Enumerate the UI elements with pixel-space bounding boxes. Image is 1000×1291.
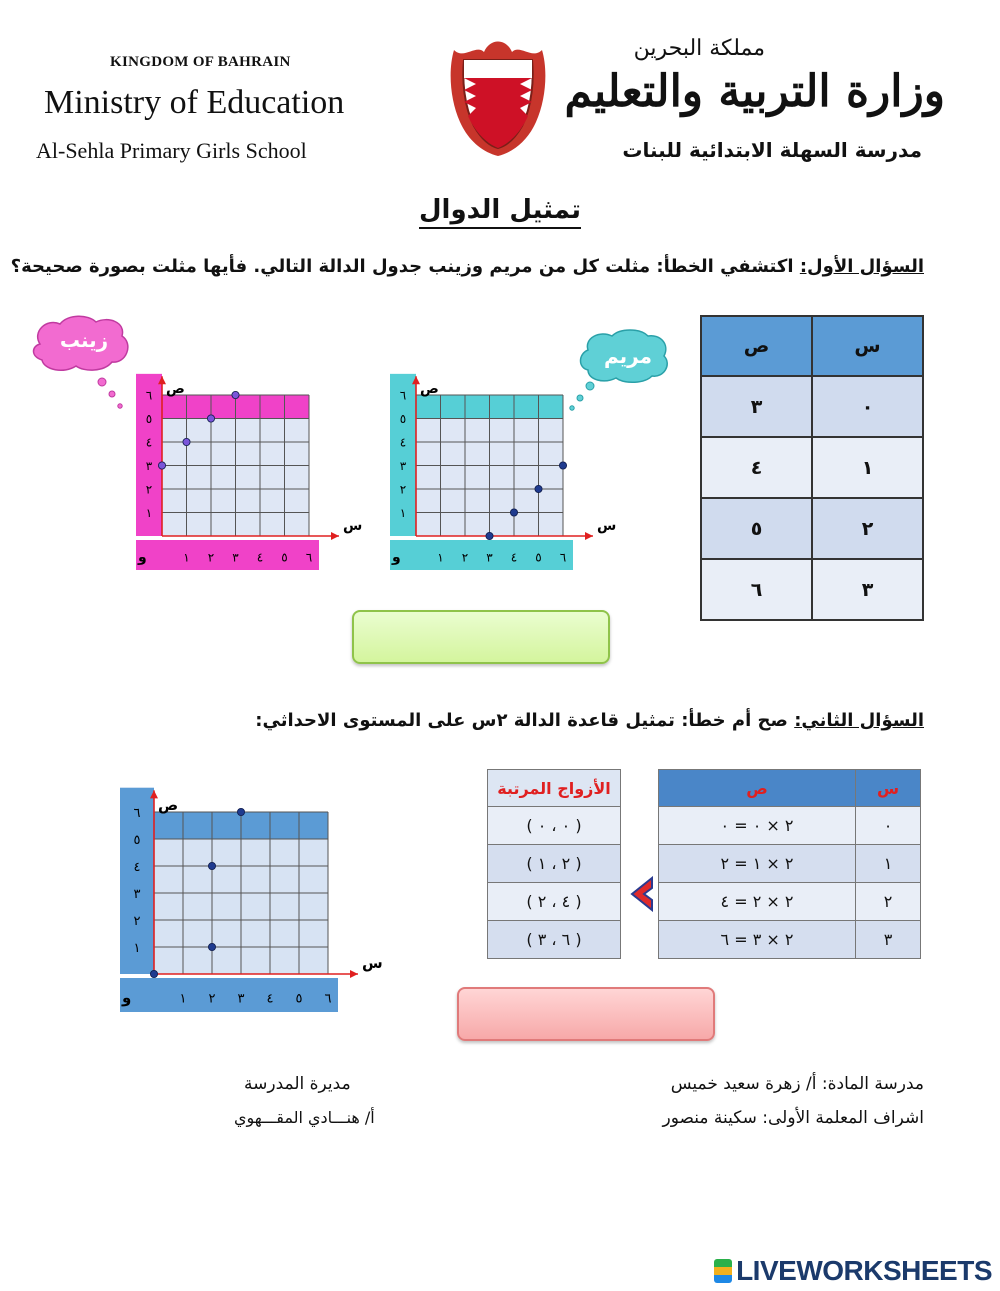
q2-header-y: ص	[659, 770, 856, 807]
q2-cell: ٢ × ٣ = ٦	[659, 921, 856, 959]
q1-cell: ١	[812, 437, 923, 498]
data-point	[208, 943, 215, 950]
x-axis-label: س	[597, 518, 617, 534]
q1-answer-box[interactable]	[352, 610, 610, 664]
x-tick-label: ٢	[207, 550, 215, 565]
y-tick-label: ٣	[399, 459, 407, 474]
table-row	[488, 807, 621, 845]
table-row	[659, 845, 921, 883]
y-tick-label: ١	[399, 506, 407, 521]
x-tick-label: ٤	[256, 550, 264, 565]
y-axis-label: ص	[166, 381, 185, 397]
zainab-graph	[128, 358, 378, 573]
table-row	[659, 807, 921, 845]
header-ministry-en: Ministry of Education	[44, 84, 345, 121]
y-axis-label: ص	[158, 796, 179, 814]
table-row	[701, 498, 923, 559]
x-axis-band	[390, 540, 573, 570]
y-tick-label: ١	[145, 506, 153, 521]
header-kingdom-ar: مملكة البحرين	[633, 36, 765, 61]
table-row	[659, 921, 921, 959]
origin-label: و	[138, 549, 147, 566]
teacher-name: مدرسة المادة: أ/ زهرة سعيد خميس	[670, 1074, 924, 1094]
data-point	[183, 438, 190, 445]
q1-cell: ٦	[701, 559, 812, 620]
x-axis-label: س	[343, 518, 363, 534]
header-ministry-ar: وزارة التربية والتعليم	[564, 66, 945, 117]
y-tick-label: ٢	[399, 482, 407, 497]
question-1	[11, 256, 924, 277]
x-axis-band	[120, 978, 338, 1012]
x-tick-label: ٦	[305, 550, 313, 565]
header-school-ar: مدرسة السهلة الابتدائية للبنات	[622, 138, 922, 162]
x-tick-label: ٢	[208, 991, 216, 1007]
q2-cell: ٠	[855, 807, 920, 845]
q1-cell: ٥	[701, 498, 812, 559]
x-axis-label: س	[362, 954, 383, 972]
x-tick-label: ١	[179, 991, 187, 1007]
pair-cell: ( ٦ ، ٣ )	[488, 921, 621, 959]
y-tick-label: ١	[133, 940, 141, 956]
liveworksheets-badge-icon	[714, 1259, 732, 1283]
y-axis-label: ص	[420, 381, 439, 397]
q2-header-x: س	[855, 770, 920, 807]
q2-answer-box[interactable]	[457, 987, 715, 1041]
table-row	[488, 845, 621, 883]
y-tick-label: ٦	[133, 805, 141, 821]
q2-cell: ٣	[855, 921, 920, 959]
q1-cell: ٣	[701, 376, 812, 437]
chevron-left-icon	[626, 876, 656, 912]
q1-cell: ٠	[812, 376, 923, 437]
q2-cell: ٢ × ٠ = ٠	[659, 807, 856, 845]
pair-cell: ( ٠ ، ٠ )	[488, 807, 621, 845]
x-tick-label: ٣	[237, 991, 245, 1007]
y-tick-label: ٤	[399, 435, 407, 450]
maryam-name: مريم	[603, 344, 653, 368]
pair-cell: ( ٤ ، ٢ )	[488, 883, 621, 921]
x-tick-label: ٣	[486, 550, 493, 565]
y-tick-label: ٤	[145, 435, 153, 450]
data-point	[207, 415, 214, 422]
question-1-text: اكتشفي الخطأ: مثلت كل من مريم وزينب جدول الدالة التالي. فأيها مثلت بصورة صحيحة؟	[10, 256, 794, 277]
y-tick-label: ٥	[399, 412, 407, 427]
y-tick-label: ٣	[145, 459, 153, 474]
q1-cell: ٤	[701, 437, 812, 498]
question-2	[255, 710, 924, 731]
q2-graph	[110, 758, 390, 1013]
data-point	[158, 462, 165, 469]
x-tick-label: ١	[183, 550, 190, 565]
y-tick-label: ٦	[145, 388, 153, 403]
q2-cell: ٢	[855, 883, 920, 921]
table-row	[701, 559, 923, 620]
q2-cell: ٢ × ١ = ٢	[659, 845, 856, 883]
q1-header-y: ص	[701, 316, 812, 376]
header-school-en: Al-Sehla Primary Girls School	[36, 138, 307, 163]
table-row	[701, 437, 923, 498]
data-point	[486, 532, 493, 539]
y-tick-label: ٣	[133, 886, 141, 902]
maryam-graph	[382, 358, 622, 573]
table-row	[701, 376, 923, 437]
x-tick-label: ٣	[232, 550, 239, 565]
data-point	[208, 862, 215, 869]
q2-cell: ١	[855, 845, 920, 883]
data-point	[237, 808, 244, 815]
y-tick-label: ٥	[145, 412, 153, 427]
q1-cell: ٣	[812, 559, 923, 620]
question-1-label: السؤال الأول:	[799, 256, 924, 277]
x-axis-arrow-icon	[350, 970, 358, 978]
x-tick-label: ٤	[510, 550, 518, 565]
y-tick-label: ٥	[133, 832, 141, 848]
x-tick-label: ٢	[461, 550, 469, 565]
x-axis-arrow-icon	[331, 532, 339, 540]
data-point	[150, 970, 157, 977]
x-tick-label: ٥	[535, 550, 542, 565]
header-kingdom-en: KINGDOM OF BAHRAIN	[110, 54, 291, 70]
question-2-text: صح أم خطأ: تمثيل قاعدة الدالة ٢س على المستوى الاحداثي:	[255, 710, 788, 731]
origin-label: و	[392, 549, 401, 566]
q1-cell: ٢	[812, 498, 923, 559]
y-tick-label: ٢	[145, 482, 153, 497]
x-tick-label: ٤	[266, 991, 274, 1007]
table-row	[488, 883, 621, 921]
question-2-label: السؤال الثاني:	[794, 710, 924, 731]
bahrain-emblem-icon	[446, 30, 550, 158]
data-point	[535, 485, 542, 492]
pairs-header: الأزواج المرتبة	[488, 770, 621, 807]
supervisor-name: اشراف المعلمة الأولى: سكينة منصور	[662, 1108, 924, 1128]
q1-function-table	[700, 315, 924, 621]
y-tick-label: ٦	[399, 388, 407, 403]
pair-cell: ( ٢ ، ١ )	[488, 845, 621, 883]
x-tick-label: ٦	[324, 991, 332, 1007]
zainab-name: زينب	[59, 328, 109, 352]
data-point	[559, 462, 566, 469]
x-axis-band	[136, 540, 319, 570]
q2-cell: ٢ × ٢ = ٤	[659, 883, 856, 921]
y-tick-label: ٢	[133, 913, 141, 929]
table-row	[488, 921, 621, 959]
origin-label: و	[122, 988, 132, 1007]
x-tick-label: ١	[437, 550, 444, 565]
page-title: تمثيل الدوال	[0, 195, 1000, 225]
x-tick-label: ٥	[295, 991, 303, 1007]
x-tick-label: ٦	[559, 550, 567, 565]
q2-function-table	[658, 769, 921, 959]
principal-name: أ/ هنـــادي المقـــهوي	[234, 1108, 375, 1127]
liveworksheets-logo: LIVEWORKSHEETS	[714, 1255, 992, 1287]
data-point	[510, 509, 517, 516]
q1-header-x: س	[812, 316, 923, 376]
x-tick-label: ٥	[281, 550, 288, 565]
principal-title: مديرة المدرسة	[244, 1074, 351, 1094]
ordered-pairs-table	[487, 769, 621, 959]
table-row	[659, 883, 921, 921]
x-axis-arrow-icon	[585, 532, 593, 540]
data-point	[232, 391, 239, 398]
y-tick-label: ٤	[133, 859, 141, 875]
